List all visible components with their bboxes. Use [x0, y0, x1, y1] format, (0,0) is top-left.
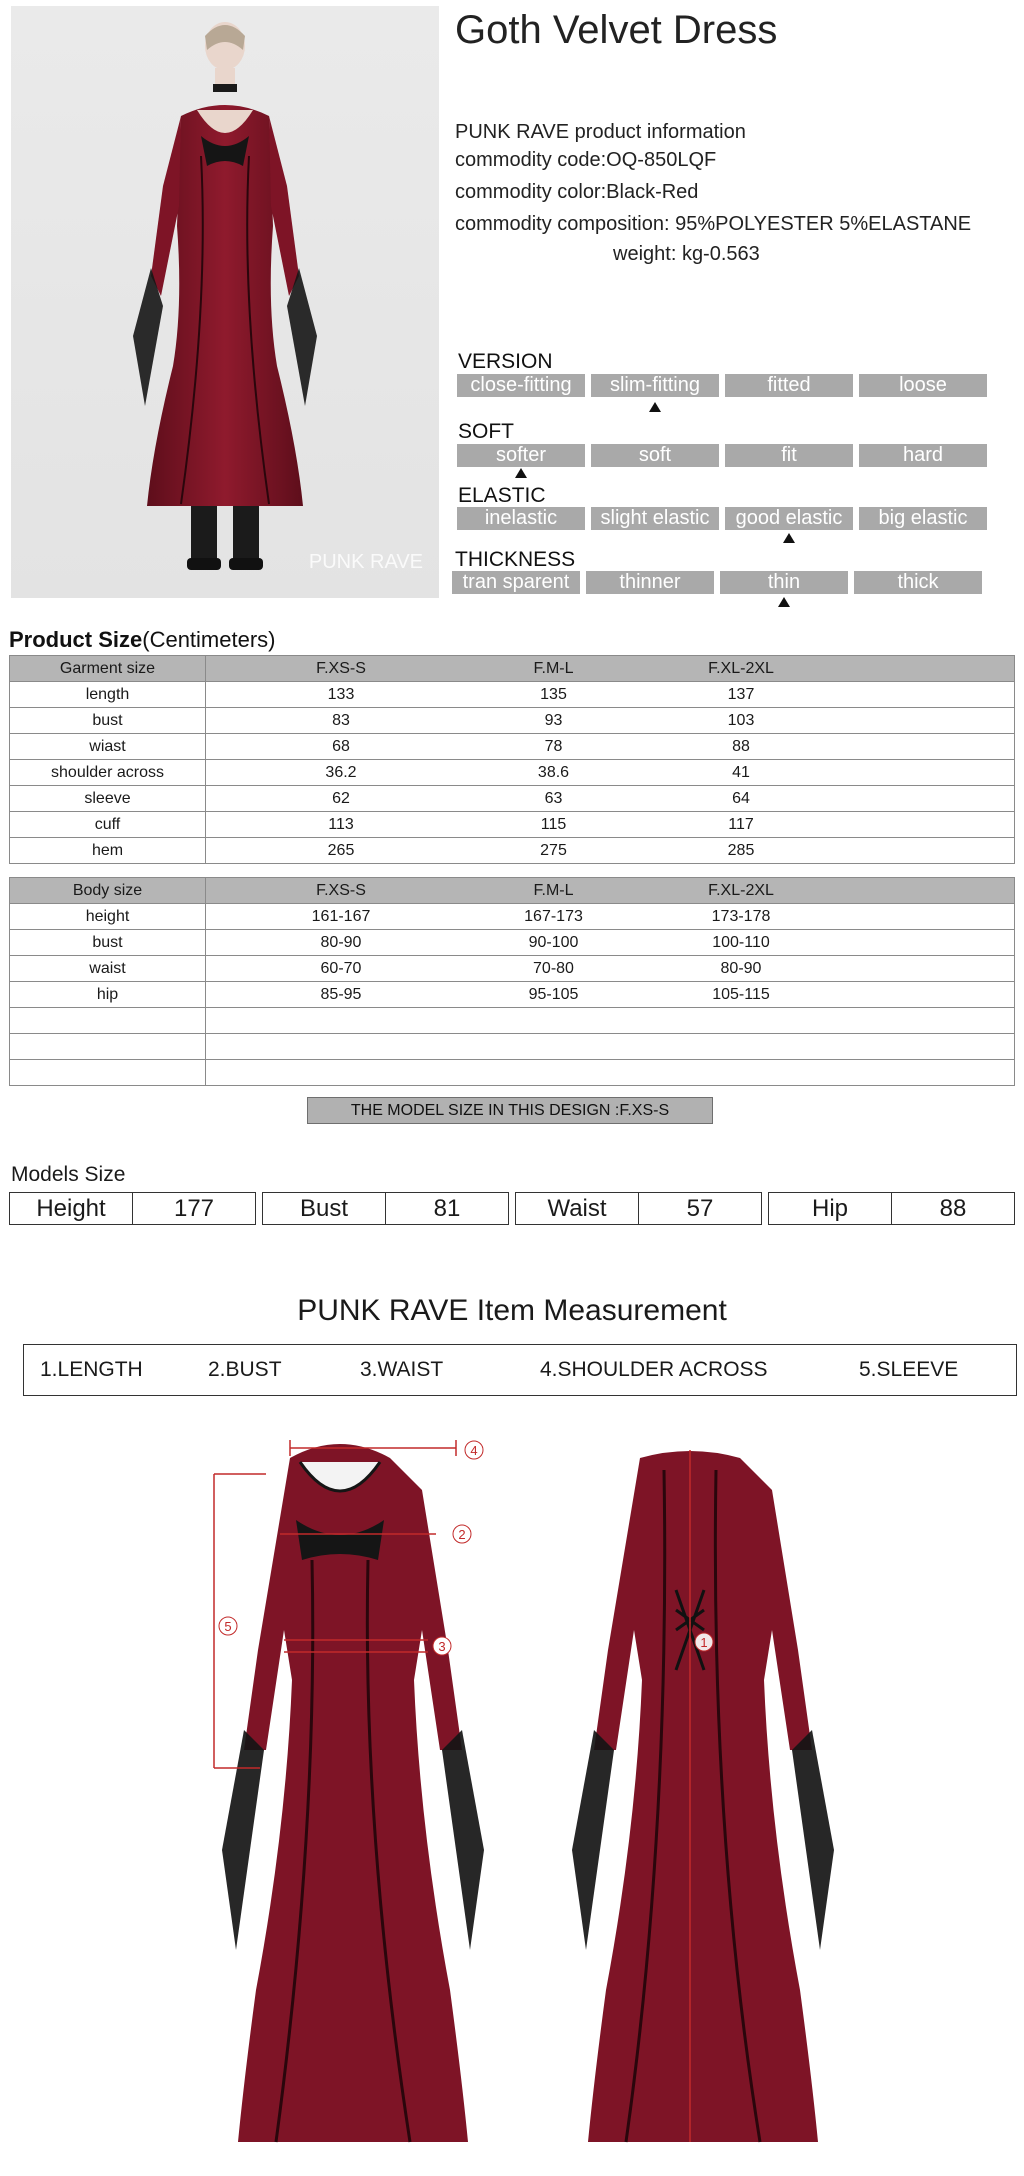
- elastic-selected-marker: [783, 533, 795, 543]
- model-waist-label: Waist: [547, 1195, 607, 1222]
- version-option: fitted: [725, 374, 853, 397]
- marker-4-label: 4: [470, 1443, 478, 1458]
- empty-row: [10, 1060, 1015, 1086]
- product-photo: [11, 6, 439, 598]
- product-size-title-bold: Product Size: [9, 627, 143, 652]
- row-label: sleeve: [10, 786, 206, 812]
- model-bust-value: 81: [385, 1193, 508, 1224]
- model-bust-box: [262, 1192, 509, 1225]
- legend-bust: 2.BUST: [208, 1358, 282, 1381]
- version-option: slim-fitting: [591, 374, 719, 397]
- cell: 90-100: [528, 933, 579, 951]
- cell: 135: [540, 685, 567, 703]
- row-label: wiast: [10, 734, 206, 760]
- table-row: [10, 760, 1015, 786]
- weight-line: [613, 240, 760, 268]
- empty-row: [10, 1034, 1015, 1060]
- models-size-row: [9, 1192, 1015, 1225]
- info-heading: PUNK RAVE product information: [455, 121, 746, 143]
- table-header-row: [10, 656, 1015, 682]
- soft-selected-marker: [515, 468, 527, 478]
- soft-option: hard: [859, 444, 987, 467]
- thickness-scale: [452, 571, 982, 594]
- model-hip-label: Hip: [811, 1195, 848, 1222]
- cell: 173-178: [711, 907, 771, 925]
- header-cell: Garment size: [10, 656, 206, 682]
- table-row: [10, 904, 1015, 930]
- model-hip-value: 88: [891, 1193, 1014, 1224]
- row-values: [206, 734, 1015, 760]
- marker-waist: [433, 1637, 451, 1655]
- header-cell: F.XL-2XL: [708, 881, 774, 899]
- table-header-row: [10, 878, 1015, 904]
- elastic-option: inelastic: [457, 507, 585, 530]
- row-label: bust: [10, 930, 206, 956]
- row-label: waist: [10, 956, 206, 982]
- row-values: [206, 956, 1015, 982]
- table-row: [10, 930, 1015, 956]
- thickness-selected-marker: [778, 597, 790, 607]
- cell: 100-110: [712, 933, 770, 951]
- row-label: hip: [10, 982, 206, 1008]
- cell: 285: [727, 841, 755, 859]
- composition-label: commodity composition:: [455, 213, 670, 235]
- marker-5-label: 5: [224, 1619, 232, 1634]
- header-cell: F.XS-S: [316, 659, 366, 677]
- cell: 41: [732, 763, 750, 781]
- elastic-label: ELASTIC: [458, 484, 546, 507]
- header-cell: F.M-L: [533, 659, 574, 677]
- row-label: cuff: [10, 812, 206, 838]
- model-height-box: [9, 1192, 256, 1225]
- thickness-option: thinner: [586, 571, 714, 594]
- elastic-option: good elastic: [725, 507, 853, 530]
- photo-watermark: PUNK RAVE: [308, 551, 423, 573]
- legend-length: 1.LENGTH: [40, 1358, 143, 1381]
- legend-sleeve: 5.SLEEVE: [859, 1358, 959, 1381]
- version-scale: [457, 374, 987, 397]
- table-row: [10, 838, 1015, 864]
- row-values: [206, 930, 1015, 956]
- row-label: length: [10, 682, 206, 708]
- cell: 64: [732, 789, 750, 807]
- row-values: [206, 904, 1015, 930]
- cell: 70-80: [533, 959, 574, 977]
- color-label: commodity color:: [455, 181, 607, 203]
- table-row: [10, 786, 1015, 812]
- garment-size-table: [9, 655, 1015, 864]
- cell: 275: [540, 841, 567, 859]
- empty-cell: [10, 1008, 206, 1034]
- header-cell: F.XS-S: [316, 881, 366, 899]
- row-values: [206, 760, 1015, 786]
- model-hip-box: [768, 1192, 1015, 1225]
- cell: 113: [328, 815, 354, 833]
- header-cell: F.M-L: [533, 881, 574, 899]
- cell: 80-90: [720, 959, 762, 977]
- thickness-label: THICKNESS: [455, 548, 576, 571]
- code-label: commodity code:: [455, 149, 607, 171]
- measurement-legend: [23, 1344, 1017, 1396]
- version-option: loose: [859, 374, 987, 397]
- product-size-title-unit: (Centimeters): [142, 627, 276, 652]
- row-label: height: [10, 904, 206, 930]
- header-values: [206, 878, 1015, 904]
- table-row: [10, 734, 1015, 760]
- cell: 265: [327, 841, 355, 859]
- row-values: [206, 812, 1015, 838]
- cell: 62: [332, 789, 350, 807]
- soft-option: soft: [591, 444, 719, 467]
- soft-label: SOFT: [458, 420, 514, 443]
- cell: 88: [732, 737, 750, 755]
- cell: 117: [728, 815, 754, 833]
- empty-cell: [10, 1060, 206, 1086]
- row-values: [206, 682, 1015, 708]
- body-size-table: [9, 877, 1015, 1086]
- marker-2-label: 2: [458, 1527, 466, 1542]
- marker-3-label: 3: [438, 1639, 446, 1654]
- measurement-title: PUNK RAVE Item Measurement: [297, 1294, 727, 1327]
- header-cell: Body size: [10, 878, 206, 904]
- elastic-option: slight elastic: [591, 507, 719, 530]
- cell: 161-167: [311, 907, 371, 925]
- color-value: Black-Red: [606, 181, 699, 203]
- version-label: VERSION: [458, 350, 553, 373]
- cell: 133: [327, 685, 355, 703]
- dress-back-diagram: [560, 1430, 860, 2160]
- cell: 95-105: [528, 985, 579, 1003]
- cell: 38.6: [537, 763, 570, 781]
- model-height-value: 177: [132, 1193, 255, 1224]
- model-size-note: THE MODEL SIZE IN THIS DESIGN :F.XS-S: [307, 1097, 713, 1124]
- model-waist-box: [515, 1192, 762, 1225]
- cell: 63: [544, 789, 563, 807]
- legend-shoulder: 4.SHOULDER ACROSS: [540, 1358, 768, 1381]
- model-waist-value: 57: [638, 1193, 761, 1224]
- empty-cell: [10, 1034, 206, 1060]
- cell: 85-95: [320, 985, 362, 1003]
- row-label: shoulder across: [10, 760, 206, 786]
- soft-option: softer: [457, 444, 585, 467]
- empty-cell: [206, 1008, 1015, 1034]
- cell: 137: [727, 685, 755, 703]
- cell: 36.2: [325, 763, 357, 781]
- cell: 78: [544, 737, 563, 755]
- row-label: bust: [10, 708, 206, 734]
- weight-value: kg-0.563: [681, 243, 760, 265]
- marker-length: [695, 1633, 713, 1651]
- marker-bust: [453, 1525, 471, 1543]
- cell: 80-90: [320, 933, 362, 951]
- cell: 93: [544, 711, 563, 729]
- cell: 68: [332, 737, 350, 755]
- table-row: [10, 982, 1015, 1008]
- cell: 115: [540, 815, 567, 833]
- legend-waist: 3.WAIST: [360, 1358, 444, 1381]
- row-values: [206, 982, 1015, 1008]
- row-values: [206, 838, 1015, 864]
- version-option: close-fitting: [457, 374, 585, 397]
- table-row: [10, 956, 1015, 982]
- thickness-option: thick: [854, 571, 982, 594]
- model-bust-label: Bust: [299, 1195, 349, 1222]
- weight-label: weight:: [613, 243, 677, 265]
- table-row: [10, 812, 1015, 838]
- empty-cell: [206, 1060, 1015, 1086]
- composition-line: [455, 210, 971, 238]
- models-size-title: Models Size: [11, 1163, 126, 1186]
- marker-shoulder: [465, 1441, 483, 1459]
- cell: 103: [727, 711, 755, 729]
- version-selected-marker: [649, 402, 661, 412]
- dress-front-diagram: [200, 1430, 530, 2160]
- header-cell: F.XL-2XL: [708, 659, 774, 677]
- thickness-option: tran sparent: [452, 571, 580, 594]
- marker-sleeve: [219, 1617, 237, 1635]
- row-values: [206, 786, 1015, 812]
- table-row: [10, 682, 1015, 708]
- row-label: hem: [10, 838, 206, 864]
- header-values: [206, 656, 1015, 682]
- composition-value: 95%POLYESTER 5%ELASTANE: [675, 213, 972, 235]
- table-row: [10, 708, 1015, 734]
- cell: 167-173: [524, 907, 583, 925]
- cell: 105-115: [712, 985, 770, 1003]
- model-height-label: Height: [36, 1195, 106, 1222]
- model-figure-illustration: [11, 6, 439, 598]
- product-title: Goth Velvet Dress: [455, 8, 778, 52]
- row-values: [206, 708, 1015, 734]
- color-line: [455, 178, 698, 206]
- marker-1-label: 1: [700, 1635, 708, 1650]
- soft-scale: [457, 444, 987, 467]
- empty-row: [10, 1008, 1015, 1034]
- soft-option: fit: [725, 444, 853, 467]
- code-line: [455, 146, 716, 174]
- cell: 60-70: [320, 959, 362, 977]
- thickness-option: thin: [720, 571, 848, 594]
- cell: 83: [332, 711, 350, 729]
- elastic-scale: [457, 507, 987, 530]
- elastic-option: big elastic: [859, 507, 987, 530]
- code-value: OQ-850LQF: [606, 149, 717, 171]
- product-size-title: [9, 627, 276, 653]
- empty-cell: [206, 1034, 1015, 1060]
